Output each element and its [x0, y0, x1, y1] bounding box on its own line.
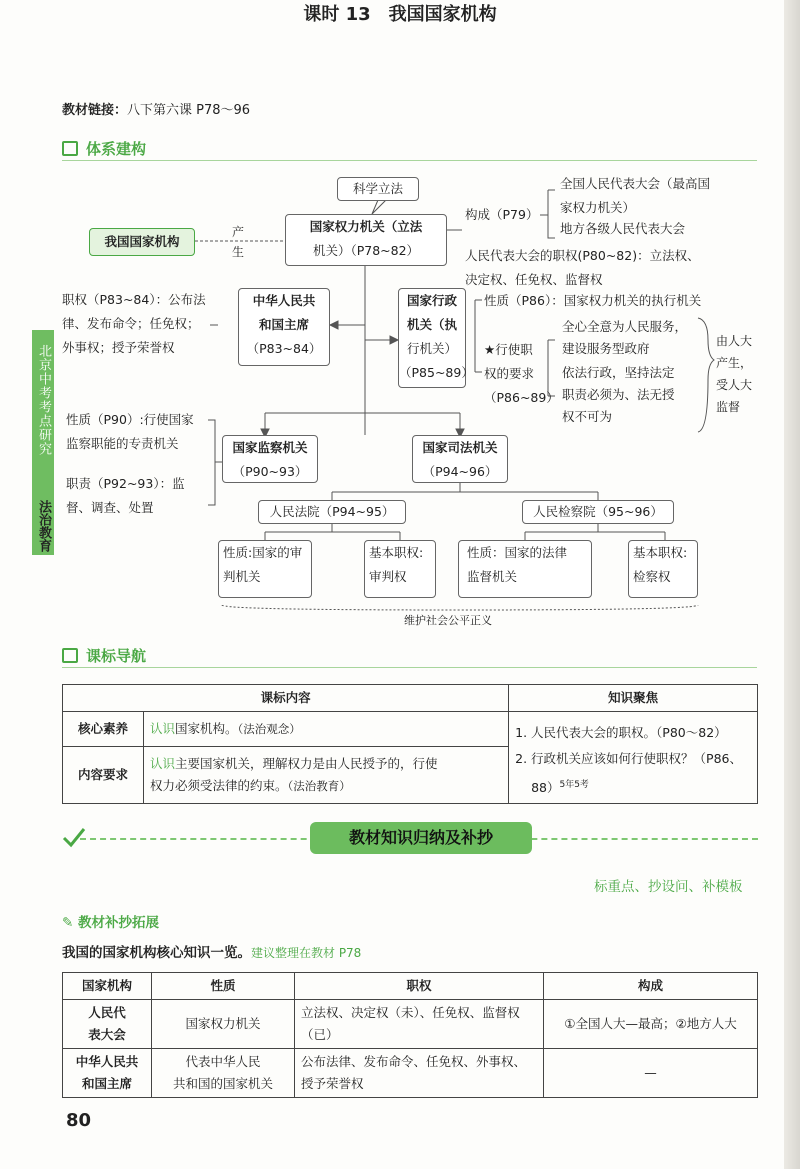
- page-title: 课时 13 我国国家机构: [303, 4, 497, 25]
- president-powers: 职权（P83~84）：公布法 律、发布命令；任免权； 外事权；授予荣誉权: [62, 292, 206, 355]
- core-literacy-text: 认识国家机构。（法治观念）: [144, 712, 509, 747]
- judicial-box: 国家司法机关 （P94~96）: [412, 435, 508, 483]
- standard-table: [62, 684, 758, 804]
- supervision-duty: 职责（P92~93）：监 督、调查、处置: [66, 476, 185, 515]
- requirement-law: 依法行政，坚持法定 职责必须为、法无授 权不可为: [562, 365, 675, 424]
- standard-head-focus: 知识聚焦: [509, 685, 758, 712]
- textbook-link-text: 八下第六课 P78～96: [127, 103, 251, 118]
- procuratorate-box: 人民检察院（95~96）: [522, 500, 674, 524]
- composition-npc: 全国人民代表大会（最高国 家权力机关）: [560, 176, 711, 215]
- table-row: 中华人民共 和国主席 代表中华人民 共和国的国家机关 公布法律、发布命令、任免权、外事权、 授予荣誉权 —: [63, 1049, 758, 1098]
- table-row: 人民代 表大会 国家权力机关 立法权、决定权（未）、任免权、监督权 （已） ①全国人大—最高；②地方人大: [63, 1000, 758, 1049]
- executive-nature: 性质（P86）：国家权力机关的执行机关: [484, 293, 702, 308]
- sup-head-composition: 构成: [544, 973, 758, 1000]
- side-tab-subject: 法治教育: [36, 500, 51, 552]
- sup-head-organ: 国家机构: [63, 973, 152, 1000]
- content-req-text: 认识主要国家机关，理解权力是由人民授予的，行使 权力必须受法律的约束。（法治教育）: [144, 747, 509, 804]
- standard-head-content: 课标内容: [63, 685, 509, 712]
- knowledge-focus: 1. 人民代表大会的职权。（P80～82） 2. 行政机关应该如何行使职权？（P86、 88）$^{5年5考}$: [509, 712, 758, 804]
- requirement-serve: 全心全意为人民服务， 建设服务型政府: [562, 319, 688, 356]
- banner-subtitle: 标重点、抄设问、补模板: [594, 879, 743, 895]
- executive-requirements: ★行使职 权的要求 （P86~89）: [484, 342, 559, 405]
- science-legislation-bubble: 科学立法: [337, 177, 419, 201]
- supplement-table: [62, 972, 758, 1098]
- supplement-intro: 我国的国家机构核心知识一览。建议整理在教材 P78: [62, 945, 362, 961]
- npc-box: 国家权力机关（立法 机关）（P78~82）: [285, 214, 447, 266]
- court-power-box: 基本职权: 审判权: [364, 540, 436, 598]
- content-req-label: 内容要求: [63, 747, 144, 804]
- textbook-link-label: 教材链接：: [62, 103, 128, 118]
- composition-label: 构成（P79）: [465, 207, 539, 222]
- check-icon: [62, 826, 86, 848]
- sup-head-power: 职权: [295, 973, 544, 1000]
- supervision-nature: 性质（P90）:行使国家 监察职能的专责机关: [66, 412, 194, 451]
- edit-icon: [62, 648, 78, 663]
- core-literacy-label: 核心素养: [63, 712, 144, 747]
- maintain-justice: 维护社会公平正义: [404, 614, 492, 627]
- section-standard-title: 课标导航: [86, 647, 147, 665]
- president-box: 中华人民共 和国主席 （P83~84）: [238, 288, 330, 366]
- produced-by-npc: 由人大 产生， 受人大 监督: [716, 334, 753, 414]
- section-standard: [62, 645, 757, 668]
- root-state-organs: 我国国家机构: [89, 228, 195, 256]
- npc-powers: 人民代表大会的职权(P80~82)：立法权、 决定权、任免权、监督权: [465, 248, 700, 287]
- supervision-box: 国家监察机关 （P90~93）: [222, 435, 318, 483]
- procuratorate-nature-box: 性质：国家的法律 监督机关: [458, 540, 592, 598]
- procuratorate-power-box: 基本职权: 检察权: [628, 540, 698, 598]
- banner-title: 教材知识归纳及补抄: [310, 822, 532, 854]
- section-supplement: ✎ 教材补抄拓展: [62, 915, 160, 931]
- page-number: 80: [66, 1110, 92, 1131]
- court-nature-box: 性质:国家的审 判机关: [218, 540, 312, 598]
- composition-local: 地方各级人民代表大会: [560, 221, 686, 236]
- sup-head-nature: 性质: [152, 973, 295, 1000]
- executive-box: 国家行政 机关（执 行机关） （P85~89）: [398, 288, 466, 388]
- section-system-title: 体系建构: [86, 140, 147, 158]
- court-box: 人民法院（P94~95）: [258, 500, 406, 524]
- pencil-icon: ✎: [62, 915, 79, 931]
- produce-label: 产 生: [232, 225, 245, 259]
- side-tab-text: 北京中考考点研究: [36, 344, 51, 456]
